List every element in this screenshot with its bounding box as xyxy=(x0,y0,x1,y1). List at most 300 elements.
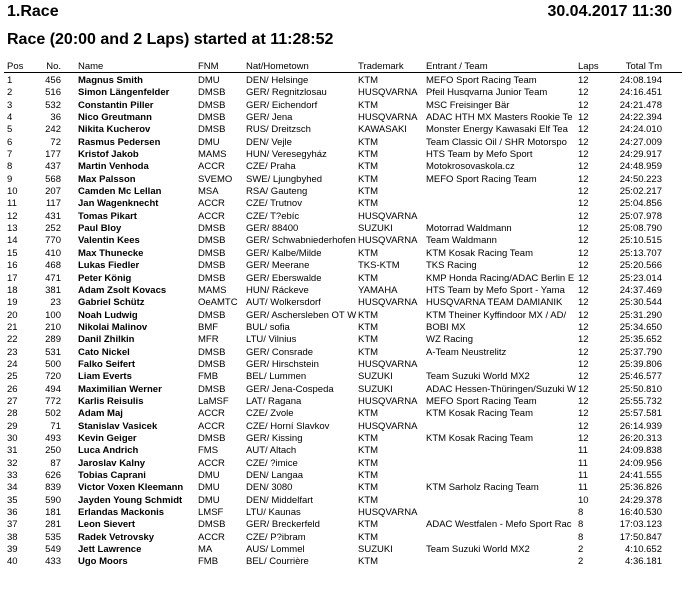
cell-fnm: DMU xyxy=(198,470,220,481)
cell-team: HTS Team by Mefo Sport - Yama xyxy=(426,284,565,296)
cell-trademark: HUSQVARNA xyxy=(358,507,418,519)
cell-trademark: KTM xyxy=(358,149,379,161)
cell-name: Rasmus Pedersen xyxy=(78,136,161,148)
cell-laps: 12 xyxy=(578,383,589,395)
cell-no: 410 xyxy=(45,247,61,259)
table-row xyxy=(0,495,686,507)
cell-no: 494 xyxy=(45,383,61,395)
cell-hometown: GER/ Jena-Cospeda xyxy=(246,383,334,395)
cell-no: 456 xyxy=(45,75,61,86)
cell-trademark: KTM xyxy=(358,99,379,111)
col-header-fnm: FNM xyxy=(198,61,219,72)
cell-trademark: KAWASAKI xyxy=(358,124,407,136)
cell-hometown: LTU/ Vilnius xyxy=(246,334,297,346)
cell-no: 493 xyxy=(45,432,61,444)
cell-name: Jett Lawrence xyxy=(78,544,142,556)
cell-laps: 12 xyxy=(578,161,589,173)
cell-no: 590 xyxy=(45,494,61,506)
cell-laps: 8 xyxy=(578,531,584,543)
cell-no: 281 xyxy=(45,519,61,531)
cell-hometown: CZE/ ?imice xyxy=(246,457,298,469)
cell-name: Kristof Jakob xyxy=(78,149,139,161)
cell-fnm: DMU xyxy=(198,494,220,506)
cell-fnm: ACCR xyxy=(198,531,225,543)
cell-fnm: DMSB xyxy=(198,346,226,358)
event-title: 1.Race xyxy=(7,3,59,20)
cell-trademark: KTM xyxy=(358,482,379,494)
cell-trademark: HUSQVARNA xyxy=(358,235,418,247)
cell-name: Camden Mc Lellan xyxy=(78,186,162,198)
cell-pos: 35 xyxy=(7,494,18,506)
cell-fnm: DMSB xyxy=(198,432,226,444)
cell-total-time: 24:22.394 xyxy=(619,112,662,124)
cell-team: Pfeil Husqvarna Junior Team xyxy=(426,87,548,99)
cell-no: 502 xyxy=(45,408,61,420)
cell-total-time: 25:04.856 xyxy=(619,198,662,210)
table-row xyxy=(0,408,686,420)
cell-trademark: YAMAHA xyxy=(358,284,398,296)
cell-no: 437 xyxy=(45,161,61,173)
cell-trademark: KTM xyxy=(358,556,379,568)
cell-hometown: GER/ Jena xyxy=(246,112,293,124)
cell-fnm: ACCR xyxy=(198,198,225,210)
cell-trademark: KTM xyxy=(358,272,379,284)
cell-total-time: 24:08.194 xyxy=(619,75,662,86)
cell-pos: 17 xyxy=(7,272,18,284)
table-row xyxy=(0,347,686,359)
table-row xyxy=(0,75,686,87)
cell-laps: 12 xyxy=(578,99,589,111)
cell-trademark: KTM xyxy=(358,321,379,333)
cell-fnm: MAMS xyxy=(198,149,227,161)
cell-pos: 25 xyxy=(7,371,18,383)
cell-total-time: 25:30.544 xyxy=(619,297,662,309)
cell-fnm: DMSB xyxy=(198,87,226,99)
cell-trademark: KTM xyxy=(358,173,379,185)
cell-trademark: KTM xyxy=(358,198,379,210)
cell-laps: 12 xyxy=(578,87,589,99)
cell-name: Nikita Kucherov xyxy=(78,124,151,136)
cell-name: Jan Wagenknecht xyxy=(78,198,159,210)
cell-trademark: HUSQVARNA xyxy=(358,87,418,99)
cell-total-time: 4:36.181 xyxy=(625,556,662,568)
cell-laps: 12 xyxy=(578,284,589,296)
cell-hometown: GER/ Regnitzlosau xyxy=(246,87,327,99)
cell-fnm: ACCR xyxy=(198,457,225,469)
cell-pos: 8 xyxy=(7,161,13,173)
cell-team: TKS Racing xyxy=(426,260,477,272)
cell-team: KTM Kosak Racing Team xyxy=(426,247,534,259)
cell-no: 210 xyxy=(45,321,61,333)
results-table-body xyxy=(0,75,686,569)
cell-name: Tomas Pikart xyxy=(78,210,137,222)
cell-total-time: 25:23.014 xyxy=(619,272,662,284)
cell-trademark: KTM xyxy=(358,247,379,259)
table-row xyxy=(0,137,686,149)
cell-trademark: KTM xyxy=(358,457,379,469)
cell-fnm: DMU xyxy=(198,75,220,86)
table-row xyxy=(0,359,686,371)
cell-fnm: MAMS xyxy=(198,284,227,296)
cell-total-time: 25:36.826 xyxy=(619,482,662,494)
table-row xyxy=(0,297,686,309)
cell-no: 117 xyxy=(45,198,61,210)
cell-trademark: SUZUKI xyxy=(358,383,393,395)
cell-no: 250 xyxy=(45,445,61,457)
cell-trademark: KTM xyxy=(358,519,379,531)
cell-name: Erlandas Mackonis xyxy=(78,507,165,519)
cell-pos: 33 xyxy=(7,470,18,481)
cell-no: 531 xyxy=(45,346,61,358)
cell-team: Monster Energy Kawasaki Elf Tea xyxy=(426,124,568,136)
cell-pos: 39 xyxy=(7,544,18,556)
cell-laps: 12 xyxy=(578,247,589,259)
cell-pos: 11 xyxy=(7,198,17,210)
cell-hometown: BEL/ Courrière xyxy=(246,556,309,568)
cell-no: 289 xyxy=(45,334,61,346)
cell-fnm: OeAMTC xyxy=(198,297,238,309)
cell-pos: 16 xyxy=(7,260,18,272)
cell-total-time: 24:29.917 xyxy=(619,149,662,161)
table-row xyxy=(0,248,686,260)
cell-name: Jayden Young Schmidt xyxy=(78,494,183,506)
cell-name: Adam Zsolt Kovacs xyxy=(78,284,167,296)
race-subtitle: Race (20:00 and 2 Laps) started at 11:28:52 xyxy=(7,31,334,48)
cell-pos: 6 xyxy=(7,136,13,148)
cell-trademark: KTM xyxy=(358,494,379,506)
cell-no: 772 xyxy=(45,395,61,407)
table-row xyxy=(0,470,686,482)
table-row xyxy=(0,384,686,396)
cell-trademark: SUZUKI xyxy=(358,223,393,235)
cell-name: Max Thunecke xyxy=(78,247,144,259)
table-row xyxy=(0,186,686,198)
cell-laps: 8 xyxy=(578,519,584,531)
cell-team: KTM Kosak Racing Team xyxy=(426,432,534,444)
cell-name: Kevin Geiger xyxy=(78,432,137,444)
cell-laps: 11 xyxy=(578,457,588,469)
cell-fnm: LMSF xyxy=(198,507,224,519)
cell-name: Cato Nickel xyxy=(78,346,130,358)
cell-no: 568 xyxy=(45,173,61,185)
cell-hometown: GER/ Eberswalde xyxy=(246,272,322,284)
cell-fnm: DMSB xyxy=(198,272,226,284)
cell-total-time: 25:31.290 xyxy=(619,309,662,321)
cell-team: Team Suzuki World MX2 xyxy=(426,371,530,383)
cell-no: 516 xyxy=(45,87,61,99)
table-row xyxy=(0,334,686,346)
cell-pos: 29 xyxy=(7,420,18,432)
cell-hometown: BEL/ Lummen xyxy=(246,371,307,383)
table-row xyxy=(0,458,686,470)
table-row xyxy=(0,519,686,531)
cell-trademark: HUSQVARNA xyxy=(358,358,418,370)
table-row xyxy=(0,211,686,223)
cell-total-time: 26:14.939 xyxy=(619,420,662,432)
header-divider xyxy=(4,72,682,73)
cell-name: Max Palsson xyxy=(78,173,136,185)
table-row xyxy=(0,161,686,173)
cell-pos: 23 xyxy=(7,346,18,358)
cell-fnm: MFR xyxy=(198,334,219,346)
cell-trademark: KTM xyxy=(358,408,379,420)
cell-pos: 4 xyxy=(7,112,13,124)
cell-hometown: AUS/ Lommel xyxy=(246,544,305,556)
table-row xyxy=(0,421,686,433)
table-row xyxy=(0,235,686,247)
cell-team: KTM Theiner Kyffindoor MX / AD/ xyxy=(426,309,567,321)
cell-pos: 14 xyxy=(7,235,18,247)
cell-total-time: 24:41.555 xyxy=(619,470,662,481)
cell-name: Radek Vetrovsky xyxy=(78,531,155,543)
table-row xyxy=(0,507,686,519)
cell-name: Victor Voxen Kleemann xyxy=(78,482,184,494)
cell-hometown: DEN/ Langaa xyxy=(246,470,304,481)
cell-no: 433 xyxy=(45,556,61,568)
cell-fnm: DMSB xyxy=(198,99,226,111)
cell-name: Constantin Piller xyxy=(78,99,154,111)
cell-no: 500 xyxy=(45,358,61,370)
table-row xyxy=(0,112,686,124)
cell-team: MEFO Sport Racing Team xyxy=(426,173,537,185)
cell-no: 468 xyxy=(45,260,61,272)
cell-hometown: RUS/ Dreitzsch xyxy=(246,124,311,136)
cell-pos: 40 xyxy=(7,556,18,568)
cell-fnm: LaMSF xyxy=(198,395,229,407)
cell-total-time: 24:37.469 xyxy=(619,284,662,296)
cell-name: Nico Greutmann xyxy=(78,112,152,124)
cell-hometown: GER/ Consrade xyxy=(246,346,314,358)
table-row xyxy=(0,433,686,445)
cell-name: Tobias Caprani xyxy=(78,470,146,481)
cell-laps: 12 xyxy=(578,358,589,370)
cell-laps: 12 xyxy=(578,346,589,358)
cell-no: 87 xyxy=(50,457,61,469)
col-header-team: Entrant / Team xyxy=(426,61,488,72)
table-row xyxy=(0,556,686,568)
cell-laps: 11 xyxy=(578,470,588,481)
cell-total-time: 25:10.515 xyxy=(619,235,662,247)
table-row xyxy=(0,532,686,544)
cell-trademark: HUSQVARNA xyxy=(358,420,418,432)
cell-hometown: CZE/ P?ibram xyxy=(246,531,306,543)
table-row xyxy=(0,371,686,383)
table-row xyxy=(0,174,686,186)
cell-laps: 12 xyxy=(578,198,589,210)
cell-pos: 31 xyxy=(7,445,18,457)
cell-fnm: FMB xyxy=(198,556,219,568)
cell-laps: 12 xyxy=(578,432,589,444)
cell-hometown: AUT/ Altach xyxy=(246,445,297,457)
cell-laps: 12 xyxy=(578,173,589,185)
cell-hometown: DEN/ 3080 xyxy=(246,482,293,494)
cell-name: Falko Seifert xyxy=(78,358,136,370)
cell-trademark: KTM xyxy=(358,186,379,198)
cell-pos: 21 xyxy=(7,321,18,333)
cell-name: Valentin Kees xyxy=(78,235,140,247)
cell-team: MSC Freisinger Bär xyxy=(426,99,510,111)
cell-hometown: HUN/ Veresegyház xyxy=(246,149,327,161)
cell-total-time: 4:10.652 xyxy=(625,544,662,556)
cell-hometown: DEN/ Vejle xyxy=(246,136,292,148)
cell-name: Martin Venhoda xyxy=(78,161,149,173)
cell-laps: 12 xyxy=(578,223,589,235)
cell-name: Luca Andrich xyxy=(78,445,139,457)
cell-total-time: 26:20.313 xyxy=(619,432,662,444)
cell-laps: 2 xyxy=(578,544,584,556)
cell-laps: 12 xyxy=(578,321,589,333)
cell-name: Adam Maj xyxy=(78,408,123,420)
cell-trademark: HUSQVARNA xyxy=(358,395,418,407)
cell-trademark: KTM xyxy=(358,136,379,148)
cell-laps: 10 xyxy=(578,494,589,506)
cell-no: 36 xyxy=(50,112,61,124)
col-header-name: Name xyxy=(78,61,104,72)
cell-hometown: LAT/ Ragana xyxy=(246,395,302,407)
cell-laps: 12 xyxy=(578,371,589,383)
cell-total-time: 16:40.530 xyxy=(619,507,662,519)
cell-laps: 12 xyxy=(578,334,589,346)
cell-fnm: DMSB xyxy=(198,383,226,395)
cell-laps: 12 xyxy=(578,75,589,86)
cell-trademark: HUSQVARNA xyxy=(358,297,418,309)
cell-laps: 12 xyxy=(578,112,589,124)
cell-hometown: GER/ Meerane xyxy=(246,260,310,272)
cell-fnm: DMSB xyxy=(198,235,226,247)
cell-team: A-Team Neustrelitz xyxy=(426,346,507,358)
cell-hometown: CZE/ Trutnov xyxy=(246,198,302,210)
cell-no: 72 xyxy=(50,136,61,148)
cell-trademark: KTM xyxy=(358,470,379,481)
cell-hometown: GER/ Eichendorf xyxy=(246,99,318,111)
cell-laps: 12 xyxy=(578,297,589,309)
cell-name: Liam Everts xyxy=(78,371,132,383)
cell-total-time: 25:08.790 xyxy=(619,223,662,235)
cell-name: Noah Ludwig xyxy=(78,309,138,321)
cell-fnm: FMB xyxy=(198,371,219,383)
cell-fnm: ACCR xyxy=(198,210,225,222)
cell-fnm: DMSB xyxy=(198,309,226,321)
cell-laps: 12 xyxy=(578,136,589,148)
cell-total-time: 24:21.478 xyxy=(619,99,662,111)
cell-fnm: DMSB xyxy=(198,247,226,259)
cell-hometown: CZE/ Praha xyxy=(246,161,296,173)
cell-pos: 3 xyxy=(7,99,13,111)
cell-trademark: KTM xyxy=(358,346,379,358)
cell-no: 770 xyxy=(45,235,61,247)
cell-laps: 12 xyxy=(578,124,589,136)
cell-trademark: KTM xyxy=(358,161,379,173)
cell-team: Team Waldmann xyxy=(426,235,497,247)
table-row xyxy=(0,285,686,297)
table-row xyxy=(0,322,686,334)
cell-fnm: ACCR xyxy=(198,161,225,173)
cell-no: 71 xyxy=(50,420,61,432)
table-row xyxy=(0,310,686,322)
cell-no: 181 xyxy=(45,507,61,519)
cell-no: 431 xyxy=(45,210,61,222)
cell-team: Motorrad Waldmann xyxy=(426,223,512,235)
cell-pos: 19 xyxy=(7,297,18,309)
cell-fnm: MA xyxy=(198,544,213,556)
cell-hometown: DEN/ Helsinge xyxy=(246,75,309,86)
cell-fnm: MSA xyxy=(198,186,219,198)
cell-no: 535 xyxy=(45,531,61,543)
cell-fnm: DMU xyxy=(198,482,220,494)
cell-name: Peter König xyxy=(78,272,132,284)
cell-laps: 12 xyxy=(578,309,589,321)
table-row xyxy=(0,260,686,272)
cell-fnm: FMS xyxy=(198,445,219,457)
cell-team: ADAC Westfalen - Mefo Sport Rac xyxy=(426,519,572,531)
cell-fnm: DMSB xyxy=(198,223,226,235)
cell-fnm: BMF xyxy=(198,321,219,333)
cell-pos: 15 xyxy=(7,247,18,259)
cell-trademark: KTM xyxy=(358,75,379,86)
cell-trademark: SUZUKI xyxy=(358,371,393,383)
cell-trademark: SUZUKI xyxy=(358,544,393,556)
cell-total-time: 24:29.378 xyxy=(619,494,662,506)
cell-total-time: 24:09.956 xyxy=(619,457,662,469)
cell-name: Danil Zhilkin xyxy=(78,334,135,346)
cell-team: KTM Sarholz Racing Team xyxy=(426,482,539,494)
cell-total-time: 25:55.732 xyxy=(619,395,662,407)
cell-name: Gabriel Schütz xyxy=(78,297,145,309)
cell-team: KTM Kosak Racing Team xyxy=(426,408,534,420)
cell-pos: 20 xyxy=(7,309,18,321)
cell-team: ADAC HTH MX Masters Rookie Te xyxy=(426,112,573,124)
cell-name: Paul Bloy xyxy=(78,223,122,235)
cell-no: 252 xyxy=(45,223,61,235)
cell-hometown: LTU/ Kaunas xyxy=(246,507,301,519)
cell-pos: 28 xyxy=(7,408,18,420)
cell-total-time: 24:48.959 xyxy=(619,161,662,173)
cell-name: Lukas Fiedler xyxy=(78,260,140,272)
cell-trademark: KTM xyxy=(358,334,379,346)
cell-no: 207 xyxy=(45,186,61,198)
cell-total-time: 25:02.217 xyxy=(619,186,662,198)
cell-total-time: 25:35.652 xyxy=(619,334,662,346)
cell-name: Maximilian Werner xyxy=(78,383,162,395)
col-header-total-time: Total Tm xyxy=(625,61,662,72)
cell-total-time: 24:09.838 xyxy=(619,445,662,457)
cell-name: Jaroslav Kalny xyxy=(78,457,146,469)
cell-laps: 8 xyxy=(578,507,584,519)
cell-laps: 12 xyxy=(578,408,589,420)
event-date: 30.04.2017 11:30 xyxy=(547,3,672,20)
cell-hometown: GER/ Kalbe/Milde xyxy=(246,247,322,259)
cell-fnm: DMSB xyxy=(198,519,226,531)
cell-trademark: HUSQVARNA xyxy=(358,112,418,124)
cell-pos: 10 xyxy=(7,186,18,198)
cell-name: Leon Sievert xyxy=(78,519,136,531)
table-row xyxy=(0,223,686,235)
cell-total-time: 25:34.650 xyxy=(619,321,662,333)
cell-no: 100 xyxy=(45,309,61,321)
cell-team: ADAC Hessen-Thüringen/Suzuki W xyxy=(426,383,576,395)
cell-total-time: 24:27.009 xyxy=(619,136,662,148)
cell-name: Karlis Reisulis xyxy=(78,395,144,407)
cell-team: Motokrosovaskola.cz xyxy=(426,161,515,173)
table-row xyxy=(0,149,686,161)
cell-fnm: ACCR xyxy=(198,408,225,420)
cell-hometown: GER/ Breckerfeld xyxy=(246,519,320,531)
col-header-laps: Laps xyxy=(578,61,599,72)
cell-name: Ugo Moors xyxy=(78,556,128,568)
cell-hometown: GER/ Hirschstein xyxy=(246,358,319,370)
cell-name: Magnus Smith xyxy=(78,75,143,86)
table-row xyxy=(0,544,686,556)
